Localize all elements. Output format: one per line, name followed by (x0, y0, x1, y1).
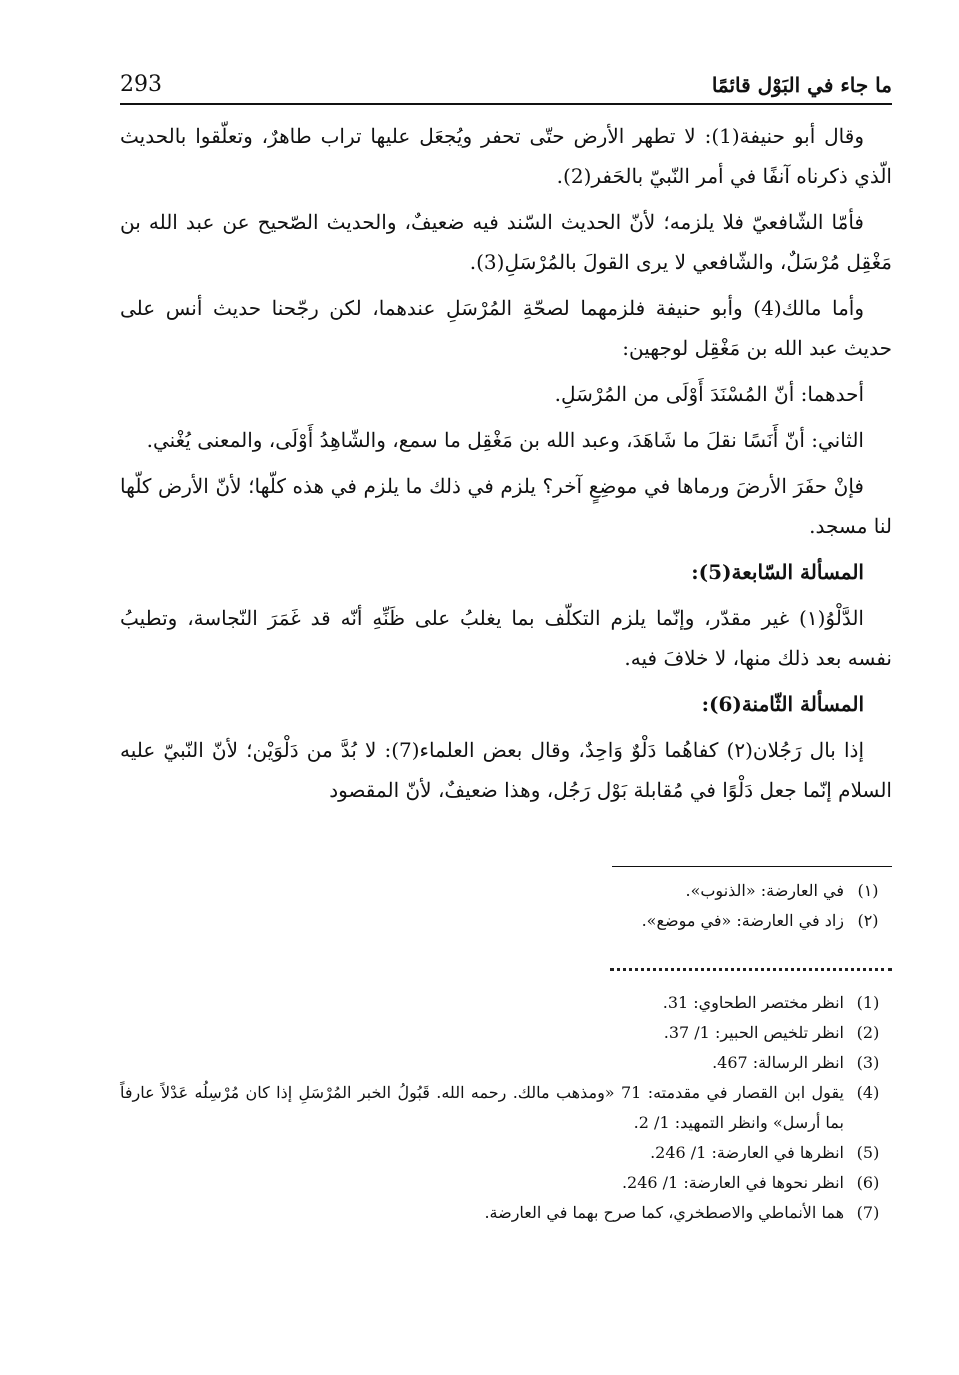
footnote-text: يقول ابن القصار في مقدمته: 71 «ومذهب مالك. رحمه الله. قَبُولُ الخبر المُرْسَلِ إذا كان مُرْسِلُه عَدْلاً عارفاً بما أرسل» وانظر التمهيد: 1/ 2. (120, 1083, 844, 1132)
footnote-number: (١) (857, 881, 879, 900)
paragraph: الدَّلْوُ(١) غير مقدّر، وإنّما يلزم التكلّف بما يغلبُ على ظَنِّهِ أنّه قد غَمَرَ النّجاسة، وتطيبُ نفسه بعد ذلك منها، لا خلافَ فيه. (120, 606, 892, 670)
footnote-text: في العارضة: «الذنوب». (685, 881, 844, 900)
footnote (120, 1198, 892, 1228)
paragraph: فأمّا الشّافعيّ فلا يلزمه؛ لأنّ الحديث السّند فيه ضعيفٌ، والحديث الصّحيح عن عبد الله بن مَغْقِل مُرْسَلٌ، والشّافعي لا يرى القولَ بالمُرْسَلِ(3). (120, 210, 892, 274)
footnote (120, 1048, 892, 1078)
footnote-text: هما الأنماطي والاصطخري، كما صرح بهما في العارضة. (484, 1203, 844, 1222)
footnote-number: (6) (856, 1173, 880, 1192)
footnote-number: (7) (856, 1203, 880, 1222)
footnotes-sources (120, 988, 892, 1228)
footnote-number: (1) (856, 993, 880, 1012)
section-heading: المسألة الثّامنة(6): (701, 692, 864, 716)
footnote-number: (3) (856, 1053, 880, 1072)
paragraph: وأما مالك(4) وأبو حنيفة فلزمهما لصحّةِ المُرْسَلِ عندهما، لكن رجّحنا حديث أنس على حديث عبد الله بن مَغْقِل لوجهين: (120, 296, 892, 360)
main-text (120, 116, 892, 816)
footnote-text: انظر مختصر الطحاوي: 31. (662, 993, 844, 1012)
header-rule (120, 103, 892, 105)
footnote (120, 906, 892, 936)
paragraph: الثاني: أنّ أَنَسًا نقلَ ما شَاهَدَ، وعبد الله بن مَغْقِل ما سمع، والشّاهِدُ أَوْلَى، والمعنى يُغْني. (146, 428, 864, 452)
paragraph: فإنْ حفَرَ الأرضَ ورماها في موضِعٍ آخر؟ يلزم في ذلك ما يلزم في هذه كلّها؛ لأنّ الأرض كلّها لنا مسجد. (120, 474, 892, 538)
footnote (120, 876, 892, 906)
footnotes-editor (120, 876, 892, 936)
footnote-number: (4) (856, 1083, 880, 1102)
footnote-number: (2) (856, 1023, 880, 1042)
section-heading: المسألة السّابعة(5): (691, 560, 864, 584)
footnote-text: انظر الرسالة: 467. (712, 1053, 844, 1072)
dotted-separator (610, 968, 892, 971)
paragraph: أحدهما: أنّ المُسْنَدَ أَوْلَى من المُرْسَلِ. (554, 382, 864, 406)
footnote-number: (٢) (857, 911, 879, 930)
footnote (120, 1078, 892, 1138)
page-number: 293 (120, 72, 162, 97)
paragraph: إذا بال رَجُلان(٢) كفاهُما دَلْوٌ وَاحِدٌ، وقال بعض العلماء(7): لا بُدَّ من دَلْوَيْن؛ لأنّ النّبيّ عليه السلام إنّما جعل دَلْوًا في مُقابلة بَوْل رَجُل، وهذا ضعيفٌ، لأنّ المقصود (120, 738, 892, 802)
paragraph: وقال أبو حنيفة(1): لا تطهر الأرض حتّى تحفر ويُجعَل عليها تراب طاهرٌ، وتعلّقوا بالحديث الّذي ذكرناه آنفًا في أمر النّبيّ بالحَفر(2). (120, 124, 892, 188)
footnote-text: انظر تلخيص الحبير: 1/ 37. (663, 1023, 844, 1042)
footnote (120, 1168, 892, 1198)
footnote-text: انظرها في العارضة: 1/ 246. (650, 1143, 844, 1162)
page-header (120, 62, 892, 98)
running-head: ما جاء في البَوْل قائمًا (711, 73, 892, 97)
footnote-number: (5) (856, 1143, 880, 1162)
footnote-rule (612, 866, 892, 867)
footnote-text: زاد في العارضة: «في موضع». (641, 911, 844, 930)
footnote (120, 1138, 892, 1168)
footnote (120, 988, 892, 1018)
footnote-text: انظر نحوها في العارضة: 1/ 246. (621, 1173, 844, 1192)
footnote (120, 1018, 892, 1048)
